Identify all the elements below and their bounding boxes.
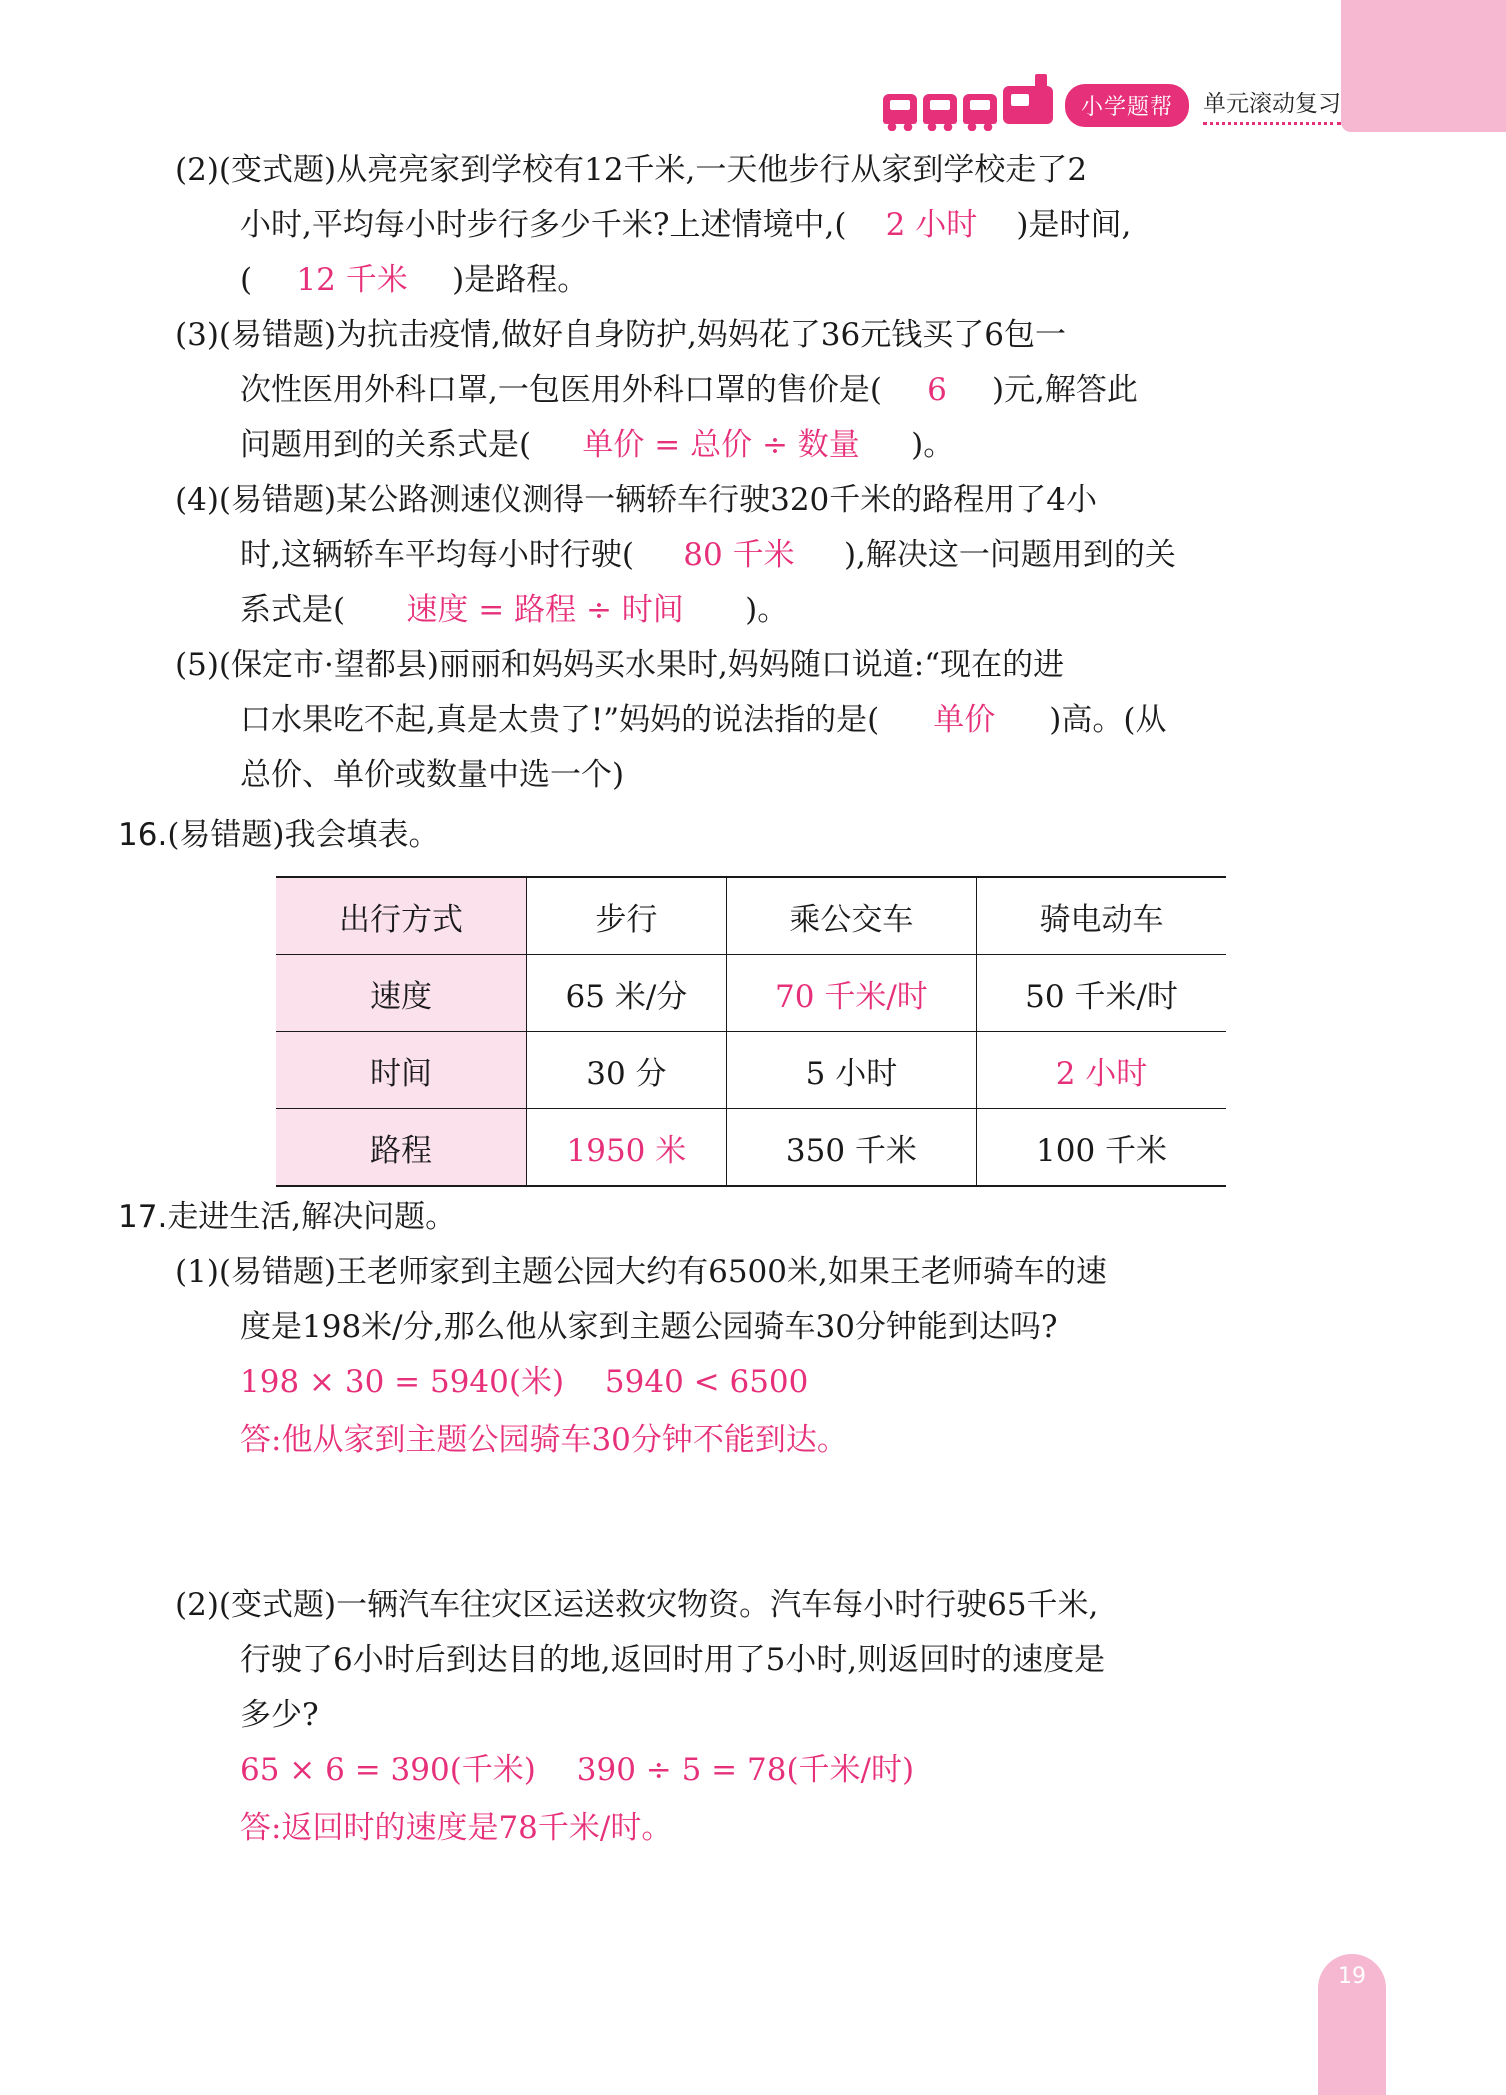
q16-heading bbox=[118, 815, 440, 855]
q15-p2-line2: 小时,平均每小时步行多少千米?上述情境中,( 2 小时 )是时间, bbox=[240, 205, 1131, 245]
header-title: 单元滚动复习 bbox=[1203, 85, 1341, 125]
q15-p5-line2: 口水果吃不起,真是太贵了!”妈妈的说法指的是( 单价 )高。(从 bbox=[240, 700, 1166, 740]
table-cell-answer: 2 小时 bbox=[977, 1032, 1226, 1109]
table-cell: 5 小时 bbox=[726, 1032, 976, 1109]
table-row-label: 速度 bbox=[276, 955, 527, 1032]
page-number: 19 bbox=[1318, 1954, 1386, 2095]
corner-tab bbox=[1341, 0, 1506, 132]
table-row bbox=[276, 1032, 1226, 1109]
q17-p2-answer: 答:返回时的速度是78千米/时。 bbox=[240, 1810, 673, 1846]
page-header bbox=[883, 80, 1341, 130]
brand-badge: 小学题帮 bbox=[1065, 84, 1189, 127]
q15-p2-line3: ( 12 千米 )是路程。 bbox=[240, 260, 588, 300]
table-header-cell: 步行 bbox=[527, 877, 727, 955]
q17-p1-work: 198 × 30 = 5940(米) 5940 < 6500 bbox=[240, 1364, 809, 1400]
q17-heading bbox=[118, 1197, 456, 1237]
q16-number: 16. bbox=[118, 817, 168, 853]
q15-p5-answer1: 单价 bbox=[933, 702, 996, 738]
q15-p3-line2: 次性医用外科口罩,一包医用外科口罩的售价是( 6 )元,解答此 bbox=[240, 370, 1138, 410]
q15-p3-answer2: 单价 = 总价 ÷ 数量 bbox=[582, 427, 860, 463]
table-row bbox=[276, 1109, 1226, 1187]
table-cell-answer: 70 千米/时 bbox=[726, 955, 976, 1032]
table-row bbox=[276, 955, 1226, 1032]
q15-p3-line3: 问题用到的关系式是( 单价 = 总价 ÷ 数量 )。 bbox=[240, 425, 954, 465]
q15-p4-line2: 时,这辆轿车平均每小时行驶( 80 千米 ),解决这一问题用到的关 bbox=[240, 535, 1176, 575]
q15-p4-answer2: 速度 = 路程 ÷ 时间 bbox=[406, 592, 684, 628]
table-row-label: 路程 bbox=[276, 1109, 527, 1187]
table-header-cell: 出行方式 bbox=[276, 877, 527, 955]
q15-p3-answer1: 6 bbox=[927, 372, 947, 408]
q17-p1-line1: (1)(易错题)王老师家到主题公园大约有6500米,如果王老师骑车的速 bbox=[175, 1254, 1107, 1290]
q17-p2-line1: (2)(变式题)一辆汽车往灾区运送救灾物资。汽车每小时行驶65千米, bbox=[175, 1587, 1099, 1623]
q17-p2-line2: 行驶了6小时后到达目的地,返回时用了5小时,则返回时的速度是 bbox=[240, 1642, 1106, 1678]
table-cell: 350 千米 bbox=[726, 1109, 976, 1187]
q17-number: 17. bbox=[118, 1199, 168, 1235]
table-cell: 30 分 bbox=[527, 1032, 727, 1109]
q15-p2-answer2: 12 千米 bbox=[296, 262, 408, 298]
q15-p5-line1: (5)(保定市·望都县)丽丽和妈妈买水果时,妈妈随口说道:“现在的进 bbox=[175, 647, 1065, 683]
q17-p2-work: 65 × 6 = 390(千米) 390 ÷ 5 = 78(千米/时) bbox=[240, 1752, 915, 1788]
table-header-cell: 乘公交车 bbox=[726, 877, 976, 955]
table-cell-answer: 1950 米 bbox=[527, 1109, 727, 1187]
table-header-row bbox=[276, 877, 1226, 955]
q15-p5-line3: 总价、单价或数量中选一个) bbox=[240, 757, 625, 793]
table-cell: 65 米/分 bbox=[527, 955, 727, 1032]
table-header-cell: 骑电动车 bbox=[977, 877, 1226, 955]
q17-p1-line2: 度是198米/分,那么他从家到主题公园骑车30分钟能到达吗? bbox=[240, 1309, 1058, 1345]
q15-p3-line1: (3)(易错题)为抗击疫情,做好自身防护,妈妈花了36元钱买了6包一 bbox=[175, 317, 1066, 353]
table-cell: 100 千米 bbox=[977, 1109, 1226, 1187]
train-icon bbox=[883, 86, 1053, 124]
q17-title: 走进生活,解决问题。 bbox=[167, 1199, 457, 1235]
travel-table bbox=[276, 876, 1226, 1187]
q15-p4-answer1: 80 千米 bbox=[683, 537, 795, 573]
q17-p1-answer: 答:他从家到主题公园骑车30分钟不能到达。 bbox=[240, 1422, 848, 1458]
table-cell: 50 千米/时 bbox=[977, 955, 1226, 1032]
table-row-label: 时间 bbox=[276, 1032, 527, 1109]
q17-p2-line3: 多少? bbox=[240, 1697, 319, 1733]
q15-p2-line1: (2)(变式题)从亮亮家到学校有12千米,一天他步行从家到学校走了2 bbox=[175, 152, 1088, 188]
q15-p2-answer1: 2 小时 bbox=[885, 207, 978, 243]
q16-title: (易错题)我会填表。 bbox=[167, 817, 440, 853]
q15-p4-line1: (4)(易错题)某公路测速仪测得一辆轿车行驶320千米的路程用了4小 bbox=[175, 482, 1097, 518]
q15-p4-line3: 系式是( 速度 = 路程 ÷ 时间 )。 bbox=[240, 590, 788, 630]
